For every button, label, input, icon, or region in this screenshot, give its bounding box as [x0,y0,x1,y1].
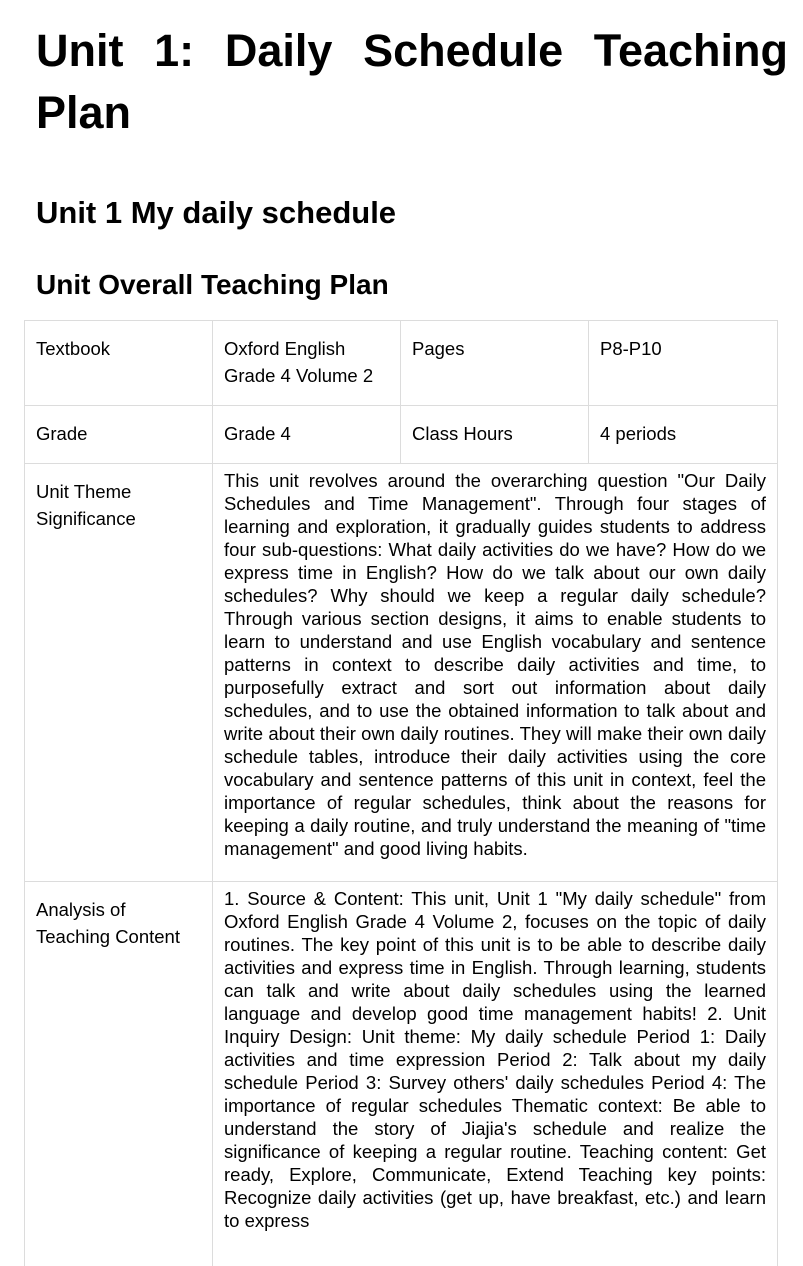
theme-label: Unit Theme Significance [25,464,213,882]
analysis-text: 1. Source & Content: This unit, Unit 1 "My daily schedule" from Oxford English Grade 4 Volume 2, focuses on the topic of daily routines. The key point of this unit is to be able to describe daily activities and express time in English. Through learning, students can talk and write about daily schedules using the learned language and develop good time management habits! 2. Unit Inquiry Design: Unit theme: My daily schedule Period 1: Daily activities and time expression Period 2: Talk about my daily schedule Period 3: Survey others' daily schedules Period 4: The importance of regular schedules Thematic context: Be able to understand the story of Jiajia's schedule and realize the significance of keeping a regular routine. Teaching content: Get ready, Explore, Communicate, Extend Teaching key points: Recognize daily activities (get up, have breakfast, etc.) and learn to express [224,887,766,1232]
textbook-label: Textbook [25,321,213,406]
table-row [25,321,778,406]
class-hours-value: 4 periods [589,406,778,464]
unit-heading: Unit 1 My daily schedule [36,193,396,233]
table-row [25,882,778,1266]
theme-text: This unit revolves around the overarching question "Our Daily Schedules and Time Management". Through four stages of learning and exploration, it gradually guides students to address four sub-questions: What daily activities do we have? How do we express time in English? How do we talk about our own daily schedules? Why should we keep a regular daily schedule? Through various section designs, it aims to enable students to learn to understand and use English vocabulary and sentence patterns in context to describe daily activities and time, to purposefully extract and sort out information about daily schedules, and to use the obtained information to talk about and write about their own daily routines. They will make their own daily schedule tables, introduce their daily activities using the core vocabulary and sentence patterns of this unit in context, feel the importance of regular schedules, think about the reasons for keeping a daily routine, and truly understand the meaning of "time management" and good living habits. [224,469,766,860]
pages-value: P8-P10 [589,321,778,406]
grade-value: Grade 4 [213,406,401,464]
grade-label: Grade [25,406,213,464]
theme-cell [213,464,778,882]
textbook-value: Oxford English Grade 4 Volume 2 [213,321,401,406]
pages-label: Pages [401,321,589,406]
document-title: Unit 1: Daily Schedule Teaching Plan [36,20,788,144]
analysis-label: Analysis of Teaching Content [25,882,213,1266]
teaching-plan-table [24,320,778,1266]
class-hours-label: Class Hours [401,406,589,464]
table-row [25,464,778,882]
table-row [25,406,778,464]
analysis-cell [213,882,778,1266]
section-heading: Unit Overall Teaching Plan [36,267,389,303]
